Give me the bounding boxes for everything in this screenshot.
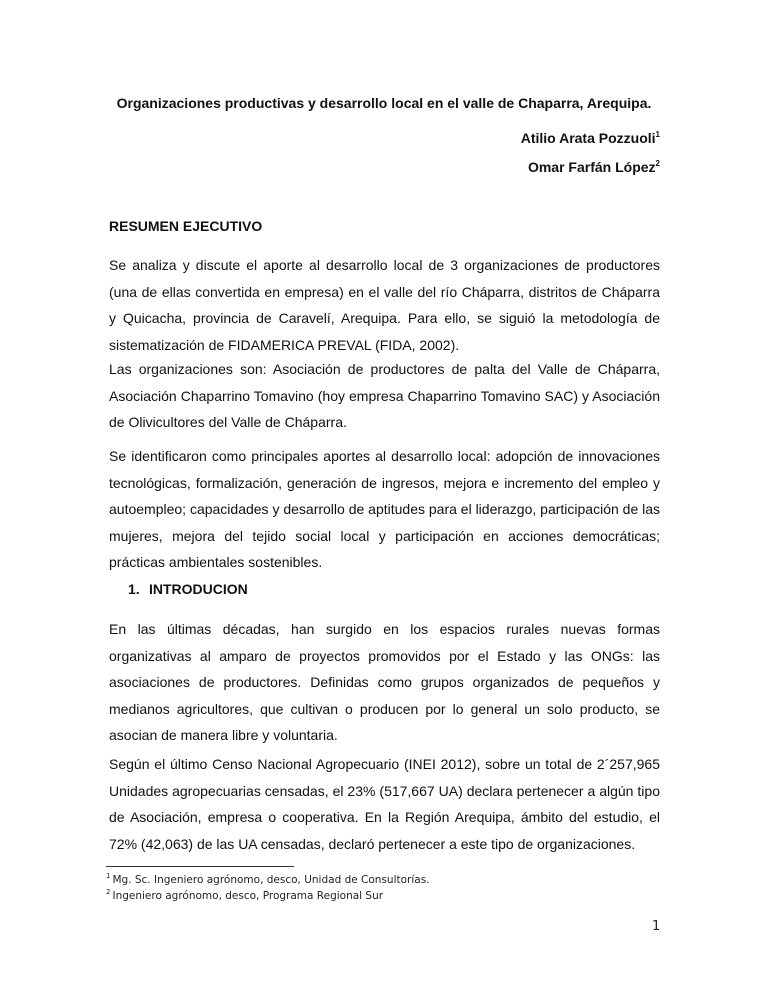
page-number: 1 (652, 919, 661, 934)
footnote-ref[interactable]: 1 (655, 130, 660, 139)
paragraph: Las organizaciones son: Asociación de productores de palta del Valle de Cháparra, Asociación Chaparrino Tomavino (hoy empresa Chaparrino Tomavino SAC) y Asociación de Olivicultores del Valle de Cháparra. (109, 361, 660, 430)
document-title: Organizaciones productivas y desarrollo local en el valle de Chaparra, Arequipa. (116, 95, 652, 111)
section-heading (128, 581, 248, 597)
section-number: 1. (128, 581, 140, 597)
section-title: INTRODUCION (149, 581, 248, 597)
summary-heading: RESUMEN EJECUTIVO (109, 218, 263, 234)
paragraph: En las últimas décadas, han surgido en los espacios rurales nuevas formas organizativas al amparo de proyectos promovidos por el Estado y las ONGs: las asociaciones de productores. Definidas como grupos organizados de pequeños y medianos agricultores, que cultivan o producen por lo general un solo producto, se asocian de manera libre y voluntaria. (109, 621, 660, 743)
footnote-ref[interactable]: 2 (655, 159, 660, 168)
paragraph: Según el último Censo Nacional Agropecuario (INEI 2012), sobre un total de 2´257,965 Unidades agropecuarias censadas, el 23% (517,667 UA) declara pertenecer a algún tipo de Asociación, empresa o cooperativa. En la Región Arequipa, ámbito del estudio, el 72% (42,063) de las UA censadas, declaró pertenecer a este tipo de organizaciones. (109, 756, 660, 852)
footnote-text: Mg. Sc. Ingeniero agrónomo, desco, Unidad de Consultorías. (112, 874, 430, 886)
footnote-marker: 1 (106, 872, 111, 880)
paragraph: Se identificaron como principales aportes al desarrollo local: adopción de innovaciones tecnológicas, formalización, generación de ingresos, mejora e incremento del empleo y autoempleo; capacidades y desarrollo de aptitudes para el liderazgo, participación de las mujeres, mejora del tejido social local y participación en acciones democráticas; prácticas ambientales sostenibles. (109, 448, 661, 570)
author-1 (521, 130, 660, 146)
paragraph: Se analiza y discute el aporte al desarrollo local de 3 organizaciones de productores (una de ellas convertida en empresa) en el valle del río Cháparra, distritos de Cháparra y Quicacha, provincia de Caravelí, Arequipa. Para ello, se siguió la metodología de sistematización de FIDAMERICA PREVAL (FIDA, 2002). (109, 257, 660, 353)
footnote-2 (106, 890, 383, 902)
author-name: Atilio Arata Pozzuoli (520, 130, 656, 146)
footnote-marker: 2 (106, 888, 111, 896)
author-2 (528, 159, 660, 175)
author-name: Omar Farfán López (527, 159, 656, 175)
footnote-1 (106, 874, 430, 886)
footnote-text: Ingeniero agrónomo, desco, Programa Regional Sur (112, 890, 384, 902)
footnote-separator (106, 866, 294, 867)
